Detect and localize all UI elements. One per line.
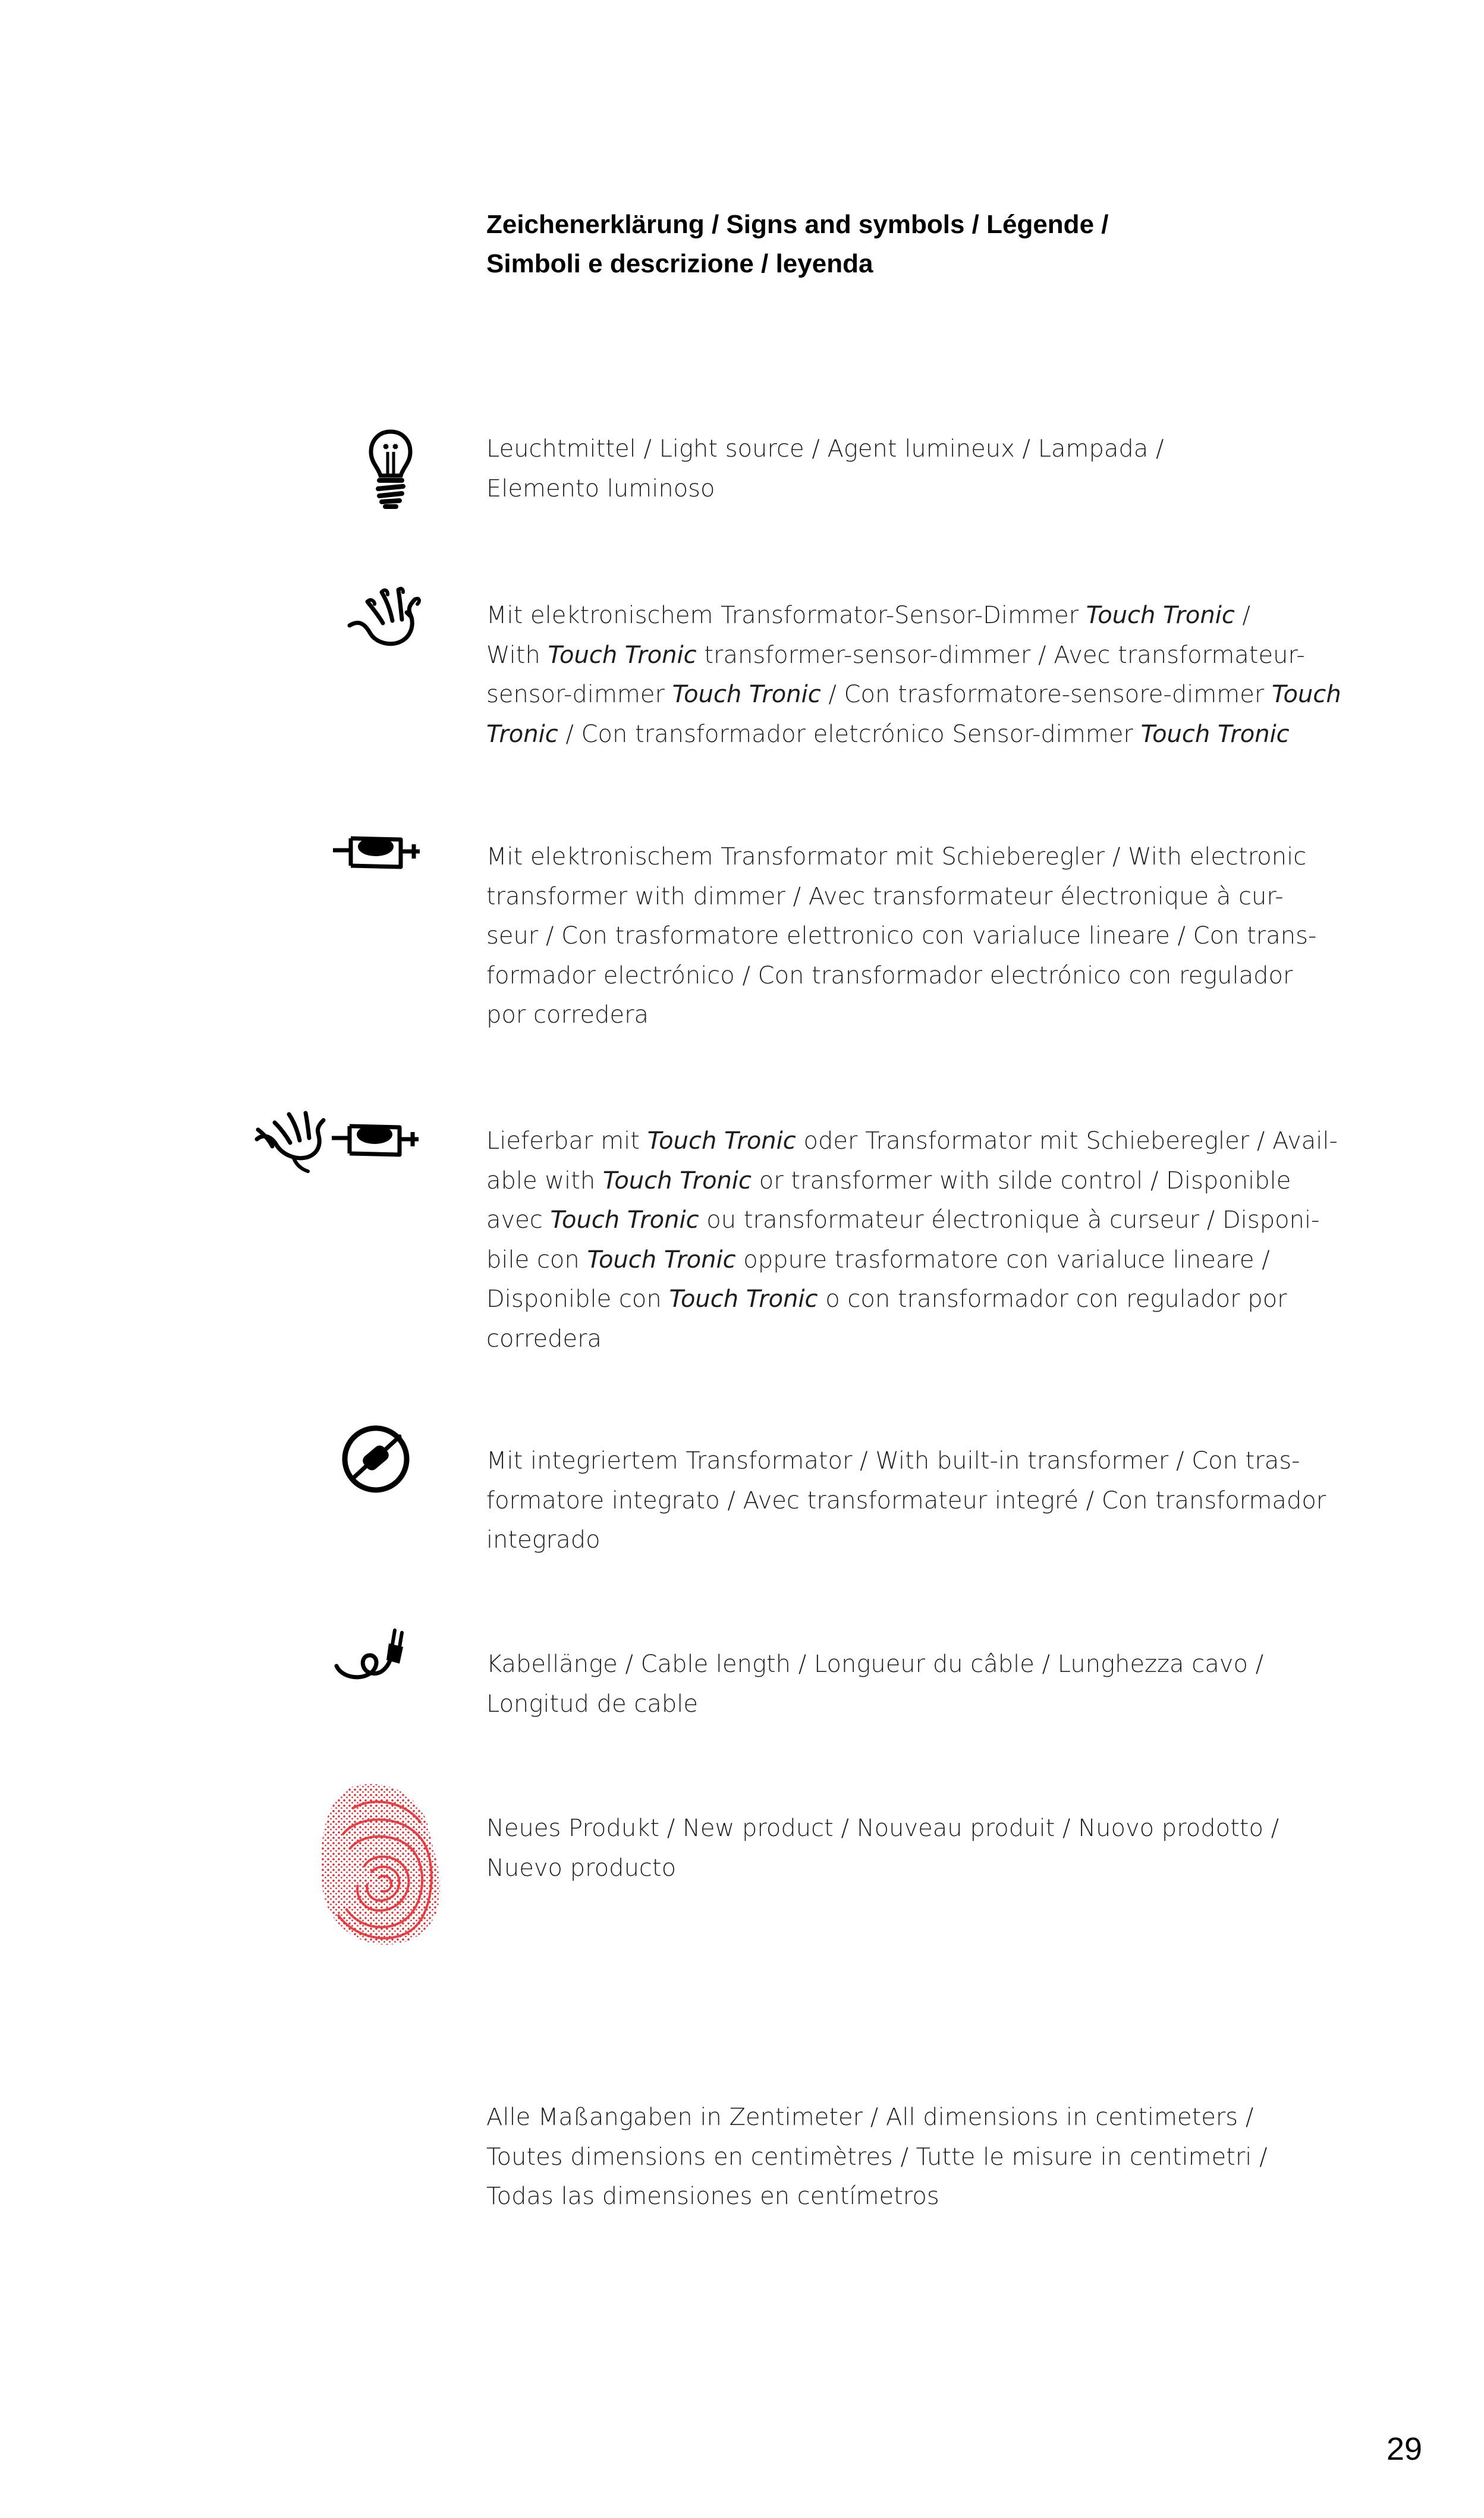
text-segment: Mit elektronischem Transformator-Sensor-Dimmer: [486, 602, 1086, 629]
text-line: [486, 1121, 1338, 1161]
text-segment: avec: [486, 1206, 551, 1234]
brand-name: Touch Tronic: [1086, 602, 1235, 629]
text-line: Neues Produkt / New product / Nouveau produit / Nuovo prodotto /: [486, 1815, 1279, 1842]
brand-name: Touch Tronic: [602, 1167, 752, 1194]
page-number: 29: [1386, 2431, 1423, 2467]
text-segment: /: [1234, 602, 1251, 629]
hand-and-transformer-icon: [252, 1109, 422, 1175]
text-line: [486, 715, 1301, 755]
brand-name: Touch Tronic: [647, 1127, 796, 1155]
text-line: transformer with dimmer / Avec transformateur électronique à cur-: [486, 882, 1284, 910]
legend-text-light-source: [486, 429, 1301, 508]
text-segment: transformer-sensor-dimmer / Avec transformateur-: [696, 641, 1305, 669]
text-line: [486, 1161, 1301, 1201]
legend-text-available-with: [486, 1121, 1338, 1359]
built-in-transformer-icon: [340, 1423, 411, 1495]
text-line: Todas las dimensiones en centímetros: [486, 2183, 939, 2210]
red-fingerprint-icon: [316, 1778, 444, 1950]
cable-plug-icon: [334, 1627, 413, 1686]
brand-name: Tronic: [486, 720, 558, 748]
text-line: Alle Maßangaben in Zentimeter / All dimensions in centimeters /: [486, 2104, 1254, 2131]
brand-name: Touch Tronic: [669, 1285, 818, 1313]
text-line: Mit elektronischem Transformator mit Schieberegler / With electronic: [486, 843, 1307, 870]
text-line: [486, 675, 1341, 715]
legend-text-touch-tronic: [486, 596, 1341, 754]
text-line: formador electrónico / Con transformador electrónico con regulador: [486, 961, 1293, 989]
text-line: Leuchtmittel / Light source / Agent lumineux / Lampada /: [486, 435, 1164, 463]
text-line: por corredera: [486, 1001, 649, 1029]
text-segment: o con transformador con regulador por: [818, 1285, 1287, 1313]
text-line: Longitud de cable: [486, 1690, 698, 1718]
page-title: [486, 205, 1378, 284]
brand-name: Touch Tronic: [548, 641, 697, 669]
text-line: formatore integrato / Avec transformateur integré / Con transformador: [486, 1486, 1326, 1514]
light-bulb-icon: [367, 428, 414, 511]
brand-name: Touch Tronic: [1140, 720, 1290, 748]
text-segment: bile con: [486, 1246, 587, 1274]
text-line: [486, 1240, 1301, 1280]
text-line: Nuevo producto: [486, 1854, 677, 1882]
legend-text-new-product: [486, 1809, 1301, 1888]
text-line: integrado: [486, 1526, 600, 1554]
dimensions-note: [486, 2098, 1301, 2217]
text-line: [486, 1280, 1301, 1319]
title-line-2: Simboli e descrizione / leyenda: [486, 249, 873, 278]
text-segment: Disponible con: [486, 1285, 669, 1313]
legend-text-built-in-transformer: [486, 1441, 1326, 1560]
brand-name: Touch: [1272, 681, 1341, 708]
brand-name: Touch Tronic: [550, 1206, 699, 1234]
text-line: seur / Con trasformatore elettronico con varialuce lineare / Con trans-: [486, 922, 1317, 950]
text-segment: / Con transformador eletcrónico Sensor-dimmer: [558, 720, 1141, 748]
text-segment: With: [486, 641, 548, 669]
slide-dimmer-transformer-icon: [331, 832, 422, 874]
title-line-1: Zeichenerklärung / Signs and symbols / Légende /: [486, 210, 1109, 239]
brand-name: Touch Tronic: [587, 1246, 736, 1274]
text-line: Toutes dimensions en centimètres / Tutte le misure in centimetri /: [486, 2143, 1268, 2171]
text-segment: Lieferbar mit: [486, 1127, 647, 1155]
text-line: corredera: [486, 1325, 602, 1353]
text-line: Elemento luminoso: [486, 474, 715, 502]
text-segment: ou transformateur électronique à curseur / Disponi-: [699, 1206, 1320, 1234]
text-segment: or transformer with silde control / Disponible: [752, 1167, 1291, 1194]
text-line: [486, 596, 1301, 636]
text-segment: / Con trasformatore-sensore-dimmer: [820, 681, 1272, 708]
legend-text-slide-dimmer: [486, 837, 1317, 1035]
legend-text-cable-length: [486, 1645, 1301, 1724]
text-line: Mit integriertem Transformator / With built-in transformer / Con tras-: [486, 1447, 1300, 1475]
hand-icon: [345, 584, 422, 649]
text-segment: oppure trasformatore con varialuce lineare /: [735, 1246, 1270, 1274]
text-line: [486, 636, 1305, 675]
brand-name: Touch Tronic: [672, 681, 821, 708]
text-line: [486, 1200, 1320, 1240]
text-segment: sensor-dimmer: [486, 681, 672, 708]
text-line: Kabellänge / Cable length / Longueur du câble / Lunghezza cavo /: [486, 1651, 1264, 1678]
text-segment: able with: [486, 1167, 603, 1194]
text-segment: oder Transformator mit Schieberegler / Avail-: [796, 1127, 1338, 1155]
